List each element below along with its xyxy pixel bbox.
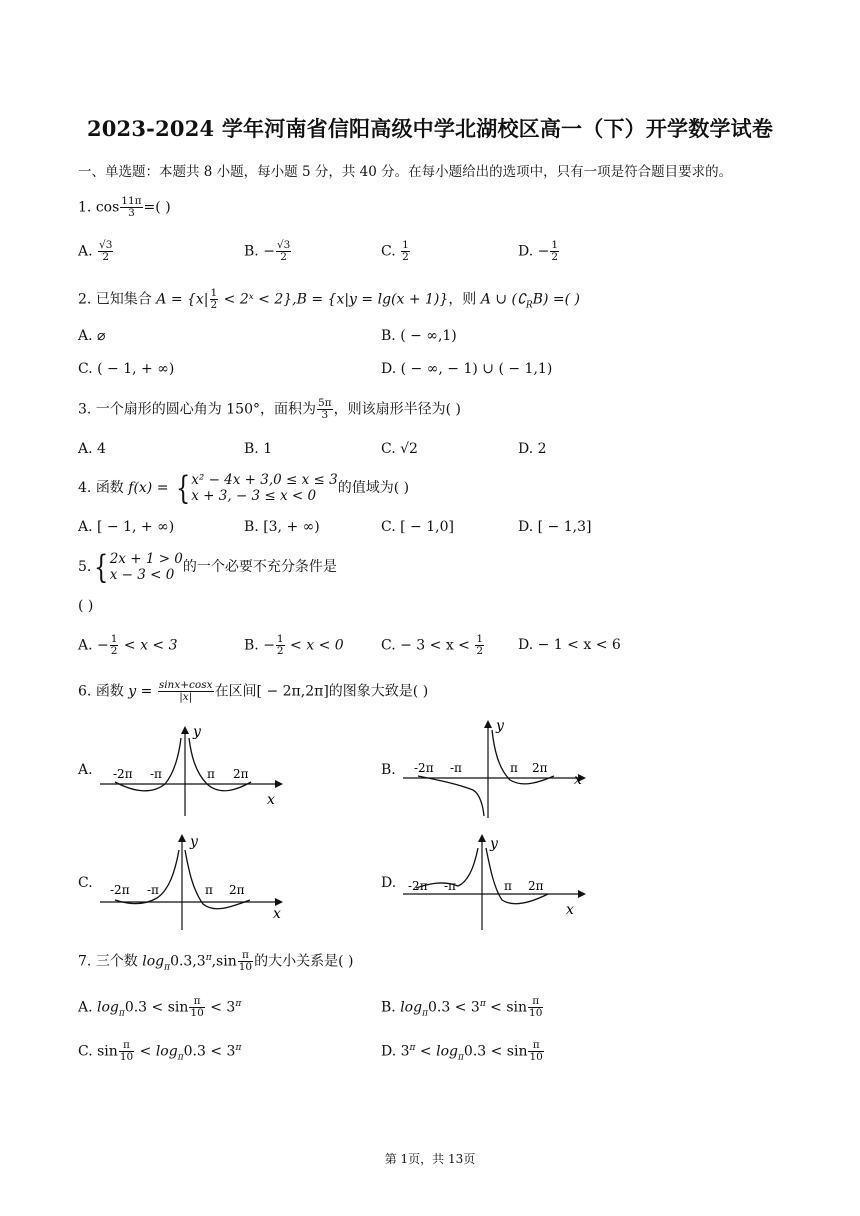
- q2-option-b[interactable]: B. ( − ∞,1): [381, 328, 457, 344]
- q2-option-d[interactable]: D. ( − ∞, − 1) ∪ ( − 1,1): [381, 361, 553, 377]
- question-1: 1. cos $\frac{11\pi}{3}$ =( ): [78, 195, 171, 219]
- svg-text:π: π: [504, 879, 512, 893]
- graph-b: [398, 718, 598, 823]
- question-4: 4. 函数 f(x) = { x² − 4x + 3,0 ≤ x ≤ 3 x + 3, − 3 ≤ x < 0 的值域为( ): [78, 469, 410, 507]
- q7-option-c[interactable]: C. sin $\frac{\pi}{10}$ < $\log_\pi 0.3 < 3^\pi$: [78, 1039, 242, 1063]
- svg-text:-2π: -2π: [414, 761, 434, 775]
- fraction: $\frac{11\pi}{3}$: [121, 195, 142, 219]
- question-stem: cos: [95, 199, 120, 216]
- svg-text:π: π: [205, 883, 213, 897]
- q5-option-d[interactable]: D. − 1 < x < 6: [518, 637, 621, 653]
- svg-text:2π: 2π: [233, 767, 249, 781]
- q4-option-c[interactable]: C. [ − 1,0]: [381, 519, 454, 535]
- q7-option-b[interactable]: B. $\log_\pi 0.3 < 3^\pi < \sin$ $\frac{\pi}{10}$: [381, 995, 543, 1019]
- q3-option-c[interactable]: C. √2: [381, 441, 418, 457]
- q4-option-d[interactable]: D. [ − 1,3]: [518, 519, 592, 535]
- q1-option-d[interactable]: D. − $\frac{1}{2}$: [518, 239, 559, 263]
- q1-option-a[interactable]: A. $\frac{√3}{2}$: [78, 239, 113, 263]
- q5-option-c[interactable]: C. − 3 < x < $\frac{1}{2}$: [381, 633, 484, 657]
- svg-text:-2π: -2π: [110, 883, 130, 897]
- q4-option-b[interactable]: B. [3, + ∞): [244, 519, 320, 535]
- q1-option-c[interactable]: C. $\frac{1}{2}$: [381, 239, 409, 263]
- q7-option-a[interactable]: A. $\log_\pi 0.3 < \sin$ $\frac{\pi}{10}$ < $3^\pi$: [78, 995, 242, 1019]
- q6-option-b[interactable]: B.: [381, 762, 396, 778]
- q5-option-b[interactable]: B. − $\frac{1}{2}$ < x < 0: [244, 633, 344, 657]
- question-3: 3. 一个扇形的圆心角为 150°，面积为 $\frac{5\pi}{3}$ ，则该扇形半径为( ): [78, 397, 461, 421]
- q2-option-c[interactable]: C. ( − 1, + ∞): [78, 361, 175, 377]
- q6-option-c[interactable]: C.: [78, 875, 93, 891]
- q1-option-b[interactable]: B. − $\frac{√3}{2}$: [244, 239, 291, 263]
- svg-text:-2π: -2π: [113, 767, 133, 781]
- svg-text:2π: 2π: [528, 879, 544, 893]
- q3-option-d[interactable]: D. 2: [518, 441, 547, 457]
- q5-option-a[interactable]: A. − $\frac{1}{2}$ < x < 3: [78, 633, 178, 657]
- q7-option-d[interactable]: D. $3^\pi < \log_\pi 0.3 < \sin$ $\frac{\pi}{10}$: [381, 1039, 543, 1063]
- svg-text:x: x: [566, 902, 574, 918]
- graph-c: [95, 832, 295, 932]
- svg-text:π: π: [207, 767, 215, 781]
- question-7: 7. 三个数 $\log_\pi 0.3,3^\pi,\sin$ $\frac{\pi}{10}$ 的大小关系是( ): [78, 949, 354, 973]
- q6-option-a[interactable]: A.: [78, 762, 93, 778]
- graph-d: [398, 832, 598, 932]
- svg-text:x: x: [273, 906, 281, 922]
- svg-text:-π: -π: [450, 761, 462, 775]
- q3-option-b[interactable]: B. 1: [244, 441, 273, 457]
- section-heading: 一、单选题：本题共 8 小题，每小题 5 分，共 40 分。在每小题给出的选项中，只有一项是符合题目要求的。: [78, 164, 733, 180]
- page-footer: 第 1页，共 13页: [384, 1152, 476, 1166]
- question-6: 6. 函数 y = $\frac{\sin x+\cos x}{|x|}$ 在区间[ − 2π,2π]的图象大致是( ): [78, 679, 429, 703]
- svg-text:y: y: [190, 834, 198, 850]
- svg-text:2π: 2π: [532, 761, 548, 775]
- svg-text:x: x: [574, 772, 582, 788]
- svg-text:π: π: [510, 761, 518, 775]
- question-number: 1.: [78, 199, 92, 216]
- svg-text:y: y: [496, 718, 504, 734]
- svg-text:-π: -π: [147, 883, 159, 897]
- svg-text:y: y: [490, 836, 498, 852]
- page-title: 2023-2024 学年河南省信阳高级中学北湖校区高一（下）开学数学试卷: [86, 116, 774, 141]
- svg-text:-2π: -2π: [408, 879, 428, 893]
- svg-text:2π: 2π: [229, 883, 245, 897]
- svg-text:-π: -π: [444, 879, 456, 893]
- svg-text:x: x: [267, 792, 275, 808]
- q4-option-a[interactable]: A. [ − 1, + ∞): [78, 519, 175, 535]
- question-5: 5.{ 2x + 1 > 0 x − 3 < 0 的一个必要不充分条件是: [78, 548, 337, 586]
- q2-option-a[interactable]: A. ⌀: [78, 328, 106, 344]
- svg-text:y: y: [193, 724, 201, 740]
- q5-paren: ( ): [78, 598, 94, 614]
- svg-text:-π: -π: [150, 767, 162, 781]
- q6-option-d[interactable]: D.: [381, 875, 397, 891]
- graph-a: [95, 724, 295, 819]
- question-2: 2. 已知集合 A = {x| $\frac{1}{2}$ < 2ˣ < 2},B = {x|y = lg(x + 1)}，则 A ∪ $(∁_RB)$ =( ): [78, 287, 580, 311]
- q3-option-a[interactable]: A. 4: [78, 441, 106, 457]
